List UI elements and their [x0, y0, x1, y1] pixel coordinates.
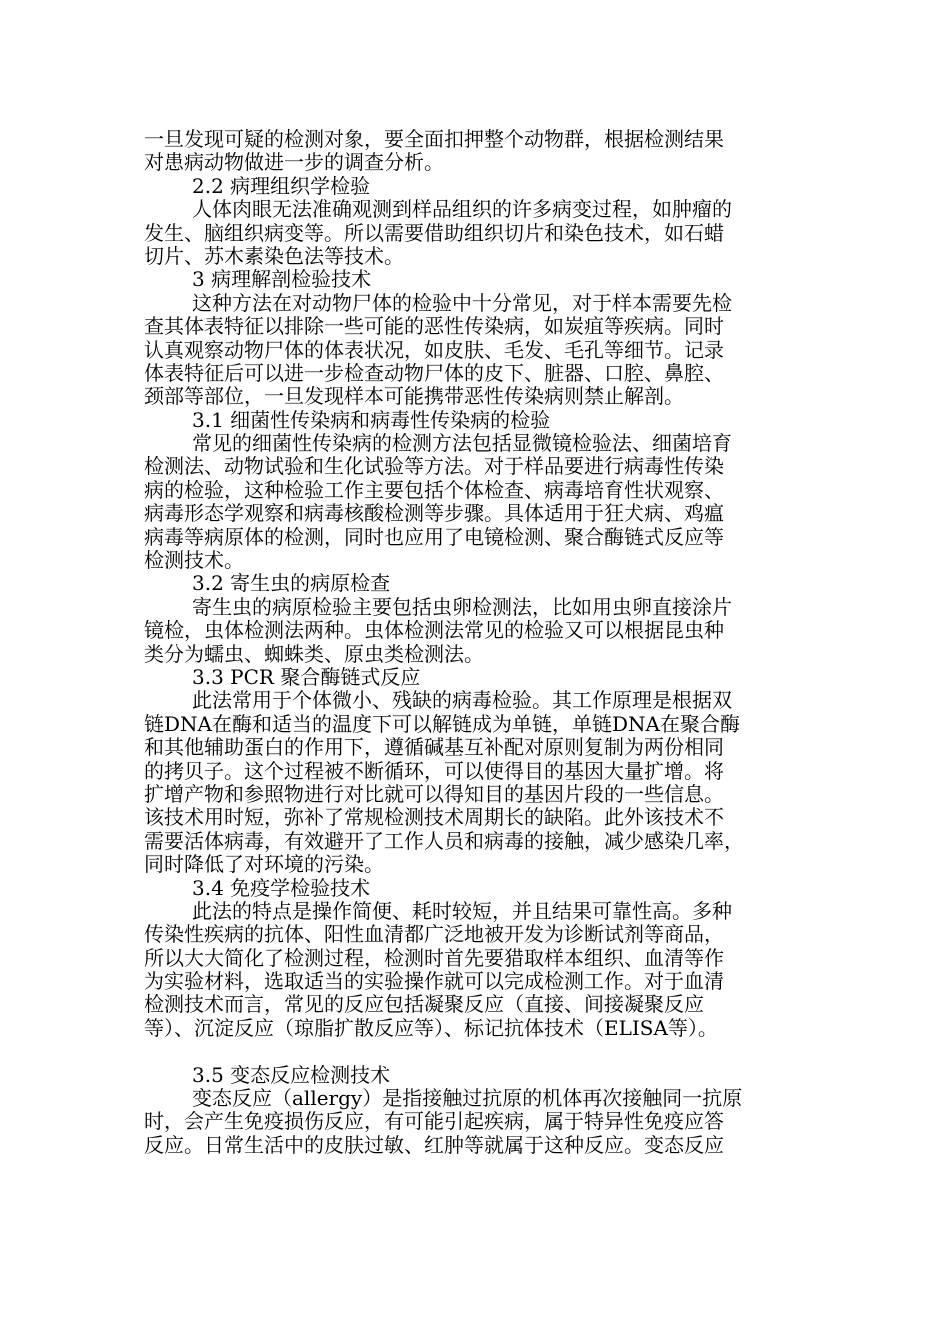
paragraph-line-indented: 3.4 免疫学检验技术	[192, 875, 371, 900]
paragraph-line-indented: 2.2 病理组织学检验	[192, 173, 371, 198]
paragraph-line: 病毒等病原体的检测，同时也应用了电镜检测、聚合酶链式反应等	[144, 524, 724, 549]
paragraph-line-indented: 3.2 寄生虫的病原检查	[192, 571, 391, 596]
paragraph-line: 所以大大简化了检测过程，检测时首先要猎取样本组织、血清等作	[144, 945, 724, 970]
paragraph-line: 认真观察动物尸体的体表状况，如皮肤、毛发、毛孔等细节。记录	[144, 337, 724, 362]
paragraph-line: 查其体表特征以排除一些可能的恶性传染病，如炭疽等疾病。同时	[144, 314, 724, 339]
document-body	[144, 128, 816, 1157]
paragraph-line: 一旦发现可疑的检测对象，要全面扣押整个动物群，根据检测结果	[144, 127, 724, 151]
paragraph-line: 同时降低了对环境的污染。	[144, 852, 384, 877]
paragraph-line-indented: 3 病理解剖检验技术	[192, 267, 372, 292]
paragraph-line: 的拷贝子。这个过程被不断循环，可以使得目的基因大量扩增。将	[144, 758, 724, 783]
paragraph-line-indented: 人体肉眼无法准确观测到样品组织的许多病变过程，如肿瘤的	[192, 197, 732, 222]
blank-line	[144, 1040, 816, 1063]
paragraph-line: 切片、苏木素染色法等技术。	[144, 243, 404, 268]
paragraph-line: 等）、沉淀反应（琼脂扩散反应等）、标记抗体技术（ELISA等）。	[144, 1015, 718, 1040]
paragraph-line-indented: 寄生虫的病原检验主要包括虫卵检测法，比如用虫卵直接涂片	[192, 594, 732, 619]
paragraph-line: 颈部等部位，一旦发现样本可能携带恶性传染病则禁止解剖。	[144, 384, 684, 409]
paragraph-line: 类分为蠕虫、蜘蛛类、原虫类检测法。	[144, 641, 484, 666]
paragraph-line-indented: 此法常用于个体微小、残缺的病毒检验。其工作原理是根据双	[192, 688, 732, 713]
paragraph-line: 传染性疾病的抗体、阳性血清都广泛地被开发为诊断试剂等商品，	[144, 922, 724, 947]
paragraph-line-indented: 常见的细菌性传染病的检测方法包括显微镜检验法、细菌培育	[192, 431, 732, 456]
paragraph-line: 时，会产生免疫损伤反应，有可能引起疾病，属于特异性免疫应答	[144, 1109, 724, 1134]
paragraph-line: 病的检验，这种检验工作主要包括个体检查、病毒培育性状观察、	[144, 477, 724, 502]
paragraph-line: 体表特征后可以进一步检查动物尸体的皮下、脏器、口腔、鼻腔、	[144, 360, 724, 385]
paragraph-line: 反应。日常生活中的皮肤过敏、红肿等就属于这种反应。变态反应	[144, 1132, 724, 1157]
paragraph-line: 检测法、动物试验和生化试验等方法。对于样品要进行病毒性传染	[144, 454, 724, 479]
paragraph-line-indented: 3.5 变态反应检测技术	[192, 1062, 391, 1087]
paragraph-line-indented: 3.3 PCR 聚合酶链式反应	[192, 664, 421, 689]
paragraph-line-indented: 变态反应（allergy）是指接触过抗原的机体再次接触同一抗原	[192, 1086, 743, 1111]
paragraph-line: 镜检，虫体检测法两种。虫体检测法常见的检验又可以根据昆虫种	[144, 618, 724, 643]
paragraph-line: 和其他辅助蛋白的作用下，遵循碱基互补配对原则复制为两份相同	[144, 735, 724, 760]
paragraph-line: 该技术用时短，弥补了常规检测技术周期长的缺陷。此外该技术不	[144, 805, 724, 830]
paragraph-line: 需要活体病毒，有效避开了工作人员和病毒的接触，减少感染几率，	[144, 828, 744, 853]
paragraph-line: 为实验材料，选取适当的实验操作就可以完成检测工作。对于血清	[144, 969, 724, 994]
paragraph-line: 扩增产物和参照物进行对比就可以得知目的基因片段的一些信息。	[144, 781, 724, 806]
paragraph-line-indented: 这种方法在对动物尸体的检验中十分常见，对于样本需要先检	[192, 290, 732, 315]
paragraph-line: 检测技术而言，常见的反应包括凝聚反应（直接、间接凝聚反应	[144, 992, 704, 1017]
paragraph-line-indented: 此法的特点是操作简便、耗时较短，并且结果可靠性高。多种	[192, 898, 732, 923]
paragraph-line: 检测技术。	[144, 548, 244, 573]
paragraph-line: 发生、脑组织病变等。所以需要借助组织切片和染色技术，如石蜡	[144, 220, 724, 245]
paragraph-line: 链DNA在酶和适当的温度下可以解链成为单链，单链DNA在聚合酶	[144, 711, 740, 736]
paragraph-line-indented: 3.1 细菌性传染病和病毒性传染病的检验	[192, 407, 551, 432]
paragraph-line: 对患病动物做进一步的调查分析。	[144, 150, 444, 175]
paragraph-line: 病毒形态学观察和病毒核酸检测等步骤。具体适用于狂犬病、鸡瘟	[144, 501, 724, 526]
